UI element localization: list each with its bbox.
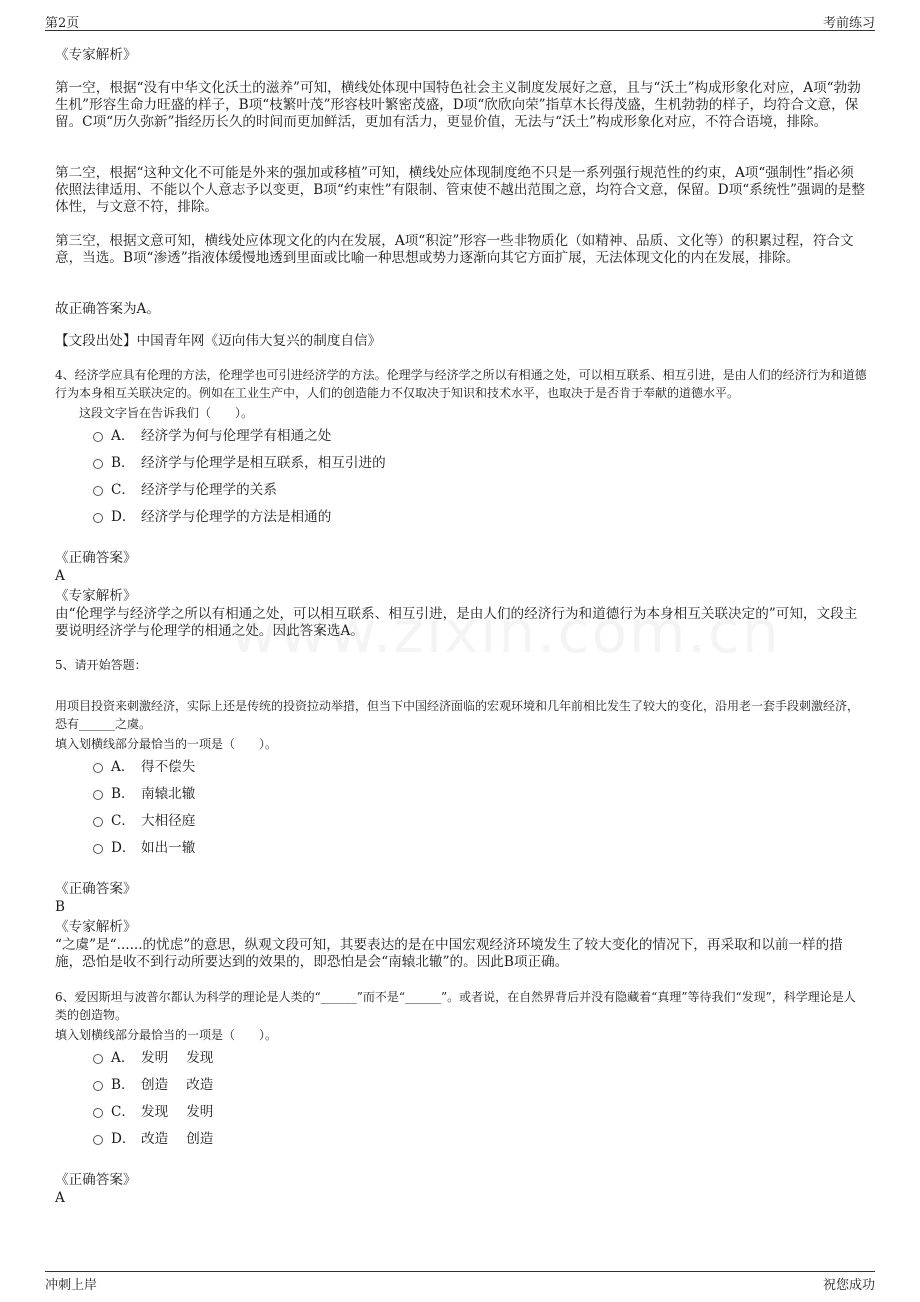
q4-analysis: 由“伦理学与经济学之所以有相通之处，可以相互联系、相互引进，是由人们的经济行为和道德行为本身相互关联决定的”可知，文段主要说明经济学与伦理学的相通之处。因此答案选A。 <box>55 606 858 639</box>
radio-icon[interactable] <box>93 513 103 523</box>
q5-stem: 用项目投资来刺激经济，实际上还是传统的投资拉动举措，但当下中国经济面临的宏观环境和几年前相比发生了较大的变化，沿用老一套手段刺激经济，恐有______之虞。 <box>55 699 860 731</box>
radio-icon[interactable] <box>93 432 103 442</box>
q3-analysis-p2: 第二空，根据“这种文化不可能是外来的强加或移植”可知，横线处应体现制度绝不只是一系列强行规范性的约束，A项“强制性”指必须依照法律适用、不能以个人意志予以变更，B项“约束性”有限制、管束使不越出范围之意，均符合文意，保留。D项“系统性”强调的是整体性，与文意不符，排除。 <box>55 165 865 215</box>
q5-title: 5、请开始答题： <box>55 658 147 672</box>
page-header <box>45 12 875 31</box>
q5-answer-heading: 《正确答案》 <box>55 881 137 897</box>
q4-answer-heading: 《正确答案》 <box>55 550 137 566</box>
q6-option-d[interactable]: D． 改造 创造 <box>93 1131 213 1148</box>
q4-option-c[interactable]: C． 经济学与伦理学的关系 <box>93 482 277 499</box>
q4-option-d[interactable]: D． 经济学与伦理学的方法是相通的 <box>93 509 331 526</box>
radio-icon[interactable] <box>93 486 103 496</box>
q5-option-d[interactable]: D． 如出一辙 <box>93 840 195 857</box>
q6-option-b[interactable]: B． 创造 改造 <box>93 1077 213 1094</box>
q5-option-c[interactable]: C． 大相径庭 <box>93 813 195 830</box>
q5-option-a[interactable]: A． 得不偿失 <box>93 759 195 776</box>
page-footer <box>45 1271 875 1294</box>
radio-icon[interactable] <box>93 1108 103 1118</box>
q3-source: 【文段出处】中国青年网《迈向伟大复兴的制度自信》 <box>55 333 382 349</box>
radio-icon[interactable] <box>93 817 103 827</box>
footer-right: 祝您成功 <box>822 1278 875 1293</box>
q3-analysis-p3: 第三空，根据文意可知，横线处应体现文化的内在发展，A项“积淀”形容一些非物质化（如精神、品质、文化等）的积累过程，符合文意，当选。B项“渗透”指液体缓慢地透到里面或比喻一种思想或势力逐渐向其它方面扩展，无法体现文化的内在发展，排除。 <box>55 233 854 266</box>
page-number: 第2页 <box>45 16 80 31</box>
radio-icon[interactable] <box>93 790 103 800</box>
q4-option-a[interactable]: A． 经济学为何与伦理学有相通之处 <box>93 428 331 445</box>
q3-analysis-p1: 第一空，根据“没有中华文化沃土的滋养”可知，横线处体现中国特色社会主义制度发展好之意，且与“沃土”构成形象化对应，A项“勃勃生机”形容生命力旺盛的样子，B项“枝繁叶茂”形容枝叶繁密茂盛，D项“欣欣向荣”指草木长得茂盛，生机勃勃的样子，均符合文意，保留。C项“历久弥新”指经历长久的时间而更加鲜活，更加有活力，更显价值，无法与“沃土”构成形象化对应，不符合语境，排除。 <box>55 80 861 130</box>
radio-icon[interactable] <box>93 1054 103 1064</box>
q6-answer-heading: 《正确答案》 <box>55 1172 137 1188</box>
q4-option-b[interactable]: B． 经济学与伦理学是相互联系，相互引进的 <box>93 455 386 472</box>
q5-answer: B <box>55 899 65 915</box>
q4-answer: A <box>55 568 65 584</box>
q5-option-b[interactable]: B． 南辕北辙 <box>93 786 195 803</box>
q3-answer-statement: 故正确答案为A。 <box>55 301 160 317</box>
radio-icon[interactable] <box>93 844 103 854</box>
header-title: 考前练习 <box>822 16 875 31</box>
q6-option-a[interactable]: A． 发明 发现 <box>93 1050 213 1067</box>
q5-prompt: 填入划横线部分最恰当的一项是（ ）。 <box>55 737 278 751</box>
q6-stem: 6、爱因斯坦与波普尔都认为科学的理论是人类的“______”而不是“______”。或者说，在自然界背后并没有隐藏着“真理”等待我们“发现”，科学理论是人类的创造物。 <box>55 990 856 1022</box>
radio-icon[interactable] <box>93 763 103 773</box>
radio-icon[interactable] <box>93 1135 103 1145</box>
radio-icon[interactable] <box>93 1081 103 1091</box>
q4-prompt: 这段文字旨在告诉我们（ ）。 <box>79 406 254 420</box>
footer-left: 冲刺上岸 <box>45 1278 98 1293</box>
q6-answer: A <box>55 1190 65 1206</box>
q6-prompt: 填入划横线部分最恰当的一项是（ ）。 <box>55 1028 278 1042</box>
q5-expert-heading: 《专家解析》 <box>55 919 137 935</box>
q5-analysis: “之虞”是“......的忧虑”的意思，纵观文段可知，其要表达的是在中国宏观经济环境发生了较大变化的情况下，再采取和以前一样的措施，恐怕是收不到行动所要达到的效果的，即恐怕是会“南辕北辙”的。因此B项正确。 <box>55 937 843 970</box>
q4-expert-heading: 《专家解析》 <box>55 588 137 604</box>
q3-expert-heading: 《专家解析》 <box>55 47 137 63</box>
radio-icon[interactable] <box>93 459 103 469</box>
q4-stem: 4、经济学应具有伦理的方法，伦理学也可引进经济学的方法。伦理学与经济学之所以有相通之处，可以相互联系、相互引进，是由人们的经济行为和道德行为本身相互关联决定的。例如在工业生产中，人们的创造能力不仅取决于知识和技术水平，也取决于是否肯于奉献的道德水平。 <box>55 368 867 400</box>
q6-option-c[interactable]: C． 发现 发明 <box>93 1104 213 1121</box>
